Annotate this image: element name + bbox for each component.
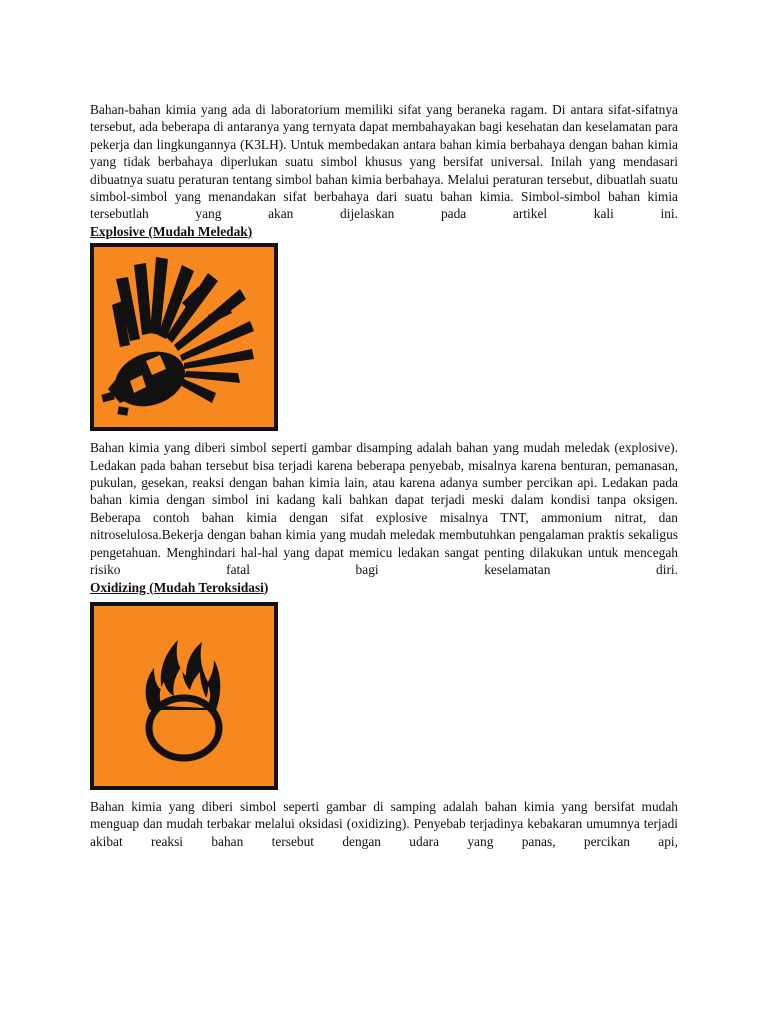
section-heading-oxidizing: Oxidizing (Mudah Teroksidasi) [90,579,269,595]
oxidizing-description: Bahan kimia yang diberi simbol seperti gambar di samping adalah bahan kimia yang bersifat mudah menguap dan mudah terbakar melalui oksidasi (oxidizing). Penyebab terjadinya kebakaran umumnya terjadi akibat reaksi bahan tersebut dengan udara yang panas, percikan api, [90,798,678,849]
oxidizing-hazard-icon [90,602,278,790]
explosive-description: Bahan kimia yang diberi simbol seperti gambar disamping adalah bahan yang mudah meledak (explosive). Ledakan pada bahan tersebut bisa terjadi karena beberapa penyebab, misalnya karena benturan, pemanasan, pukulan, gesekan, reaksi dengan bahan kimia lain, atau karena adanya sumber percikan api. Ledakan pada bahan kimia dengan simbol ini kadang kali bahkan dapat terjadi meski dalam kondisi tanpa oksigen. Beberapa contoh bahan kimia dengan sifat explosive misalnya TNT, ammonium nitrat, dan nitroselulosa.Bekerja dengan bahan kimia yang mudah meledak membutuhkan pengalaman praktis sekaligus pengetahuan. Menghindari hal-hal yang dapat memicu ledakan sangat penting dilakukan untuk mencegah risiko fatal bagi keselamatan diri. [90,440,678,578]
document-page [90,101,678,850]
explosive-hazard-icon [90,243,278,431]
section-heading-explosive: Explosive (Mudah Meledak) [90,223,253,239]
oxidizing-symbol-container [90,602,678,790]
intro-paragraph: Bahan-bahan kimia yang ada di laboratorium memiliki sifat yang beraneka ragam. Di antara sifat-sifatnya tersebut, ada beberapa di antaranya yang ternyata dapat membahayakan bagi kesehatan dan keselamatan para pekerja dan lingkungannya (K3LH). Untuk membedakan antara bahan kimia berbahaya dengan bahan kimia yang tidak berbahaya diperlukan suatu simbol khusus yang bersifat universal. Inilah yang mendasari dibuatnya suatu peraturan tentang simbol bahan kimia berbahaya. Melalui peraturan tersebut, dibuatlah suatu simbol-simbol yang menandakan sifat berbahaya dari suatu bahan kimia. Simbol-simbol bahan kimia tersebutlah yang akan dijelaskan pada artikel kali ini. [90,102,678,222]
explosive-symbol-container [90,243,678,431]
